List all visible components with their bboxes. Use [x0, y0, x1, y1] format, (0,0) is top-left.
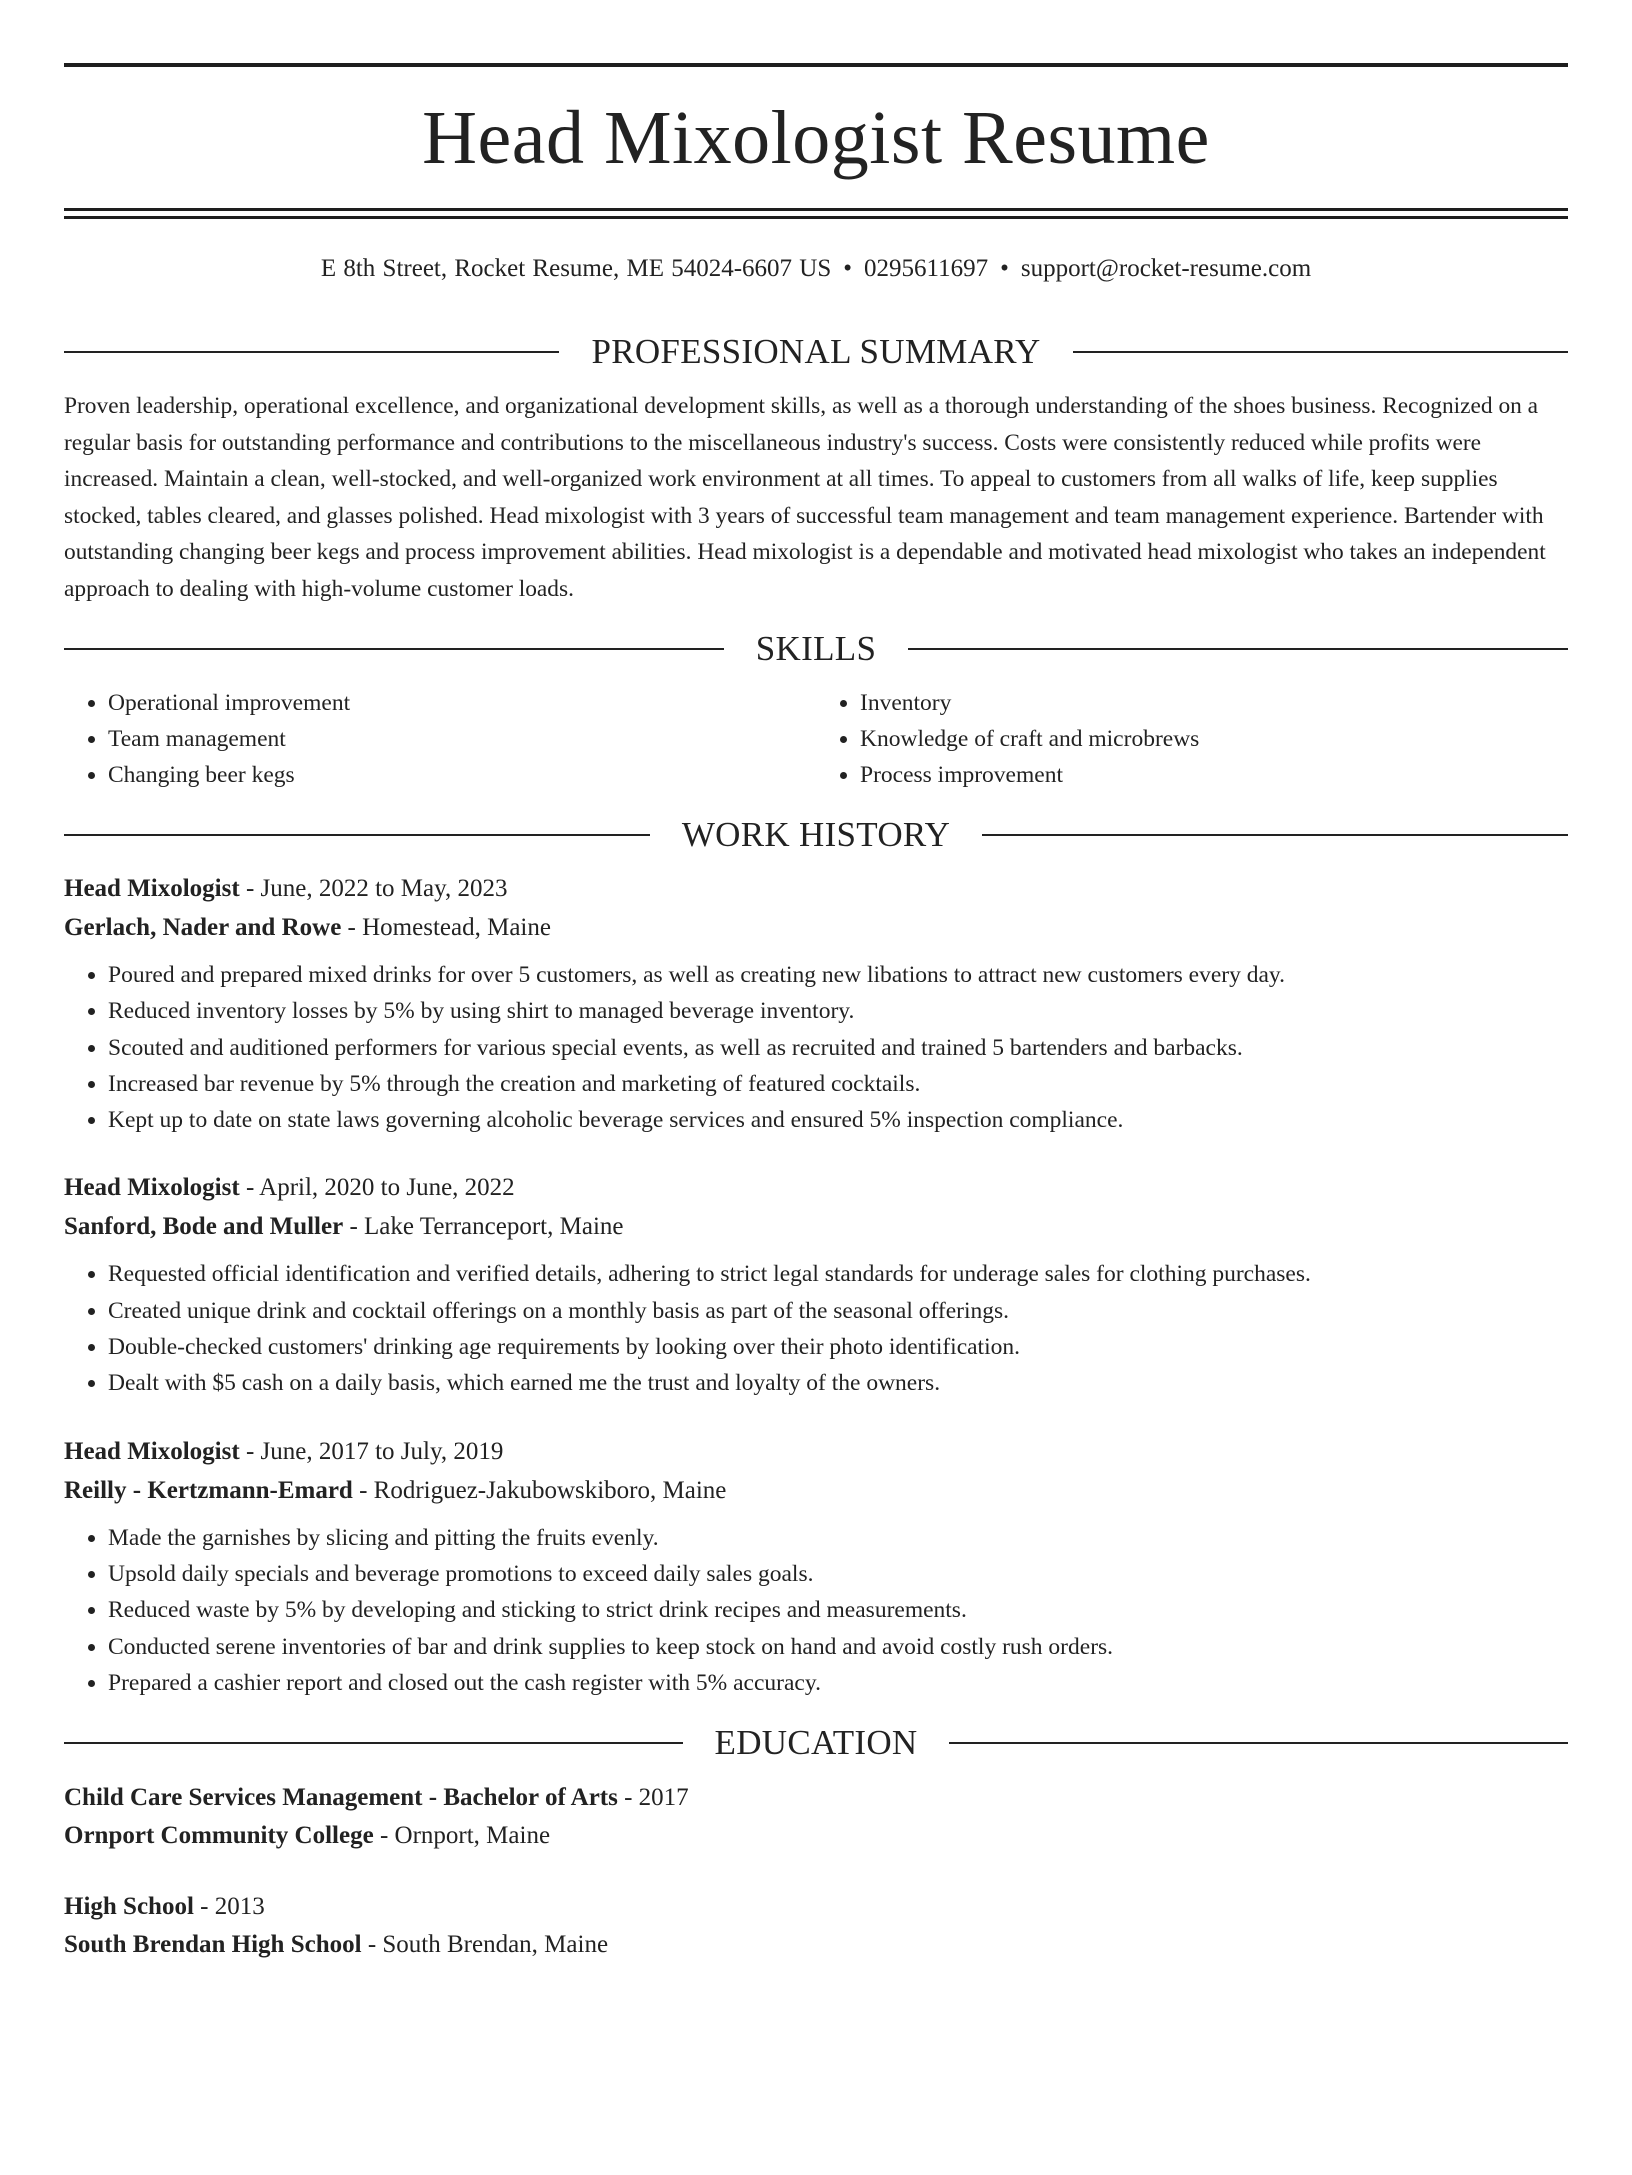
education-degree-line: [64, 1779, 1568, 1817]
job-bullet: • Made the garnishes by slicing and pitting the fruits evenly.: [108, 1520, 1568, 1556]
education-year: - 2017: [617, 1784, 689, 1812]
education-location: - South Brendan, Maine: [361, 1931, 609, 1959]
job-title-line: [64, 1432, 1568, 1471]
job-entry: [64, 1168, 1568, 1401]
section-divider: [908, 648, 1568, 650]
section-divider: [64, 1742, 683, 1744]
education-entry: [64, 1888, 1568, 1964]
section-header-summary: [64, 332, 1568, 372]
skills-column-right: [816, 685, 1568, 793]
contact-separator: •: [1000, 255, 1009, 282]
skills-column-left: [64, 685, 816, 793]
education-degree: High School: [64, 1893, 194, 1921]
job-company: Gerlach, Nader and Rowe: [64, 914, 342, 941]
job-company: Reilly - Kertzmann-Emard: [64, 1476, 353, 1504]
section-header-skills: [64, 629, 1568, 669]
title-double-rule: [64, 208, 1568, 219]
contact-phone: 0295611697: [864, 255, 989, 282]
job-location: - Rodriguez-Jakubowskiboro, Maine: [352, 1476, 727, 1504]
skill-item: • Changing beer kegs: [108, 757, 816, 793]
education-degree: Child Care Services Management - Bachelor of Arts: [64, 1784, 618, 1812]
job-company-line: [64, 908, 1568, 947]
section-title-work: WORK HISTORY: [681, 815, 951, 854]
job-title-line: [64, 869, 1568, 908]
job-location: - Homestead, Maine: [341, 914, 551, 941]
job-bullet: • Poured and prepared mixed drinks for over 5 customers, as well as creating new libations to attract new customers every day.: [108, 957, 1568, 993]
job-title: Head Mixologist: [64, 875, 240, 902]
job-title: Head Mixologist: [64, 1437, 240, 1465]
job-bullet: • Created unique drink and cocktail offerings on a monthly basis as part of the seasonal offerings.: [108, 1293, 1568, 1329]
job-entry: [64, 869, 1568, 1138]
job-location: - Lake Terranceport, Maine: [343, 1213, 624, 1241]
section-title-skills: SKILLS: [755, 629, 877, 668]
resume-page: [0, 63, 1632, 2175]
job-title-line: [64, 1168, 1568, 1207]
job-bullets: [64, 1520, 1568, 1701]
contact-email: support@rocket-resume.com: [1020, 255, 1312, 282]
contact-separator: •: [843, 255, 853, 282]
skill-item: • Inventory: [860, 685, 1568, 721]
education-year: - 2013: [193, 1893, 265, 1921]
contact-line: [64, 253, 1568, 285]
job-dates: - June, 2017 to July, 2019: [239, 1437, 504, 1465]
top-rule: [64, 63, 1568, 67]
section-header-work: [64, 815, 1568, 855]
section-divider: [949, 1742, 1568, 1744]
job-bullets: [64, 1256, 1568, 1401]
job-company: Sanford, Bode and Muller: [64, 1213, 344, 1241]
contact-address: E 8th Street, Rocket Resume, ME 54024-6607 US: [320, 255, 832, 282]
education-degree-line: [64, 1888, 1568, 1926]
skill-item: • Operational improvement: [108, 685, 816, 721]
job-bullet: • Scouted and auditioned performers for various special events, as well as recruited and trained 5 bartenders and barbacks.: [108, 1030, 1568, 1066]
job-bullet: • Conducted serene inventories of bar and drink supplies to keep stock on hand and avoid costly rush orders.: [108, 1629, 1568, 1665]
education-location: - Ornport, Maine: [373, 1822, 551, 1850]
job-title: Head Mixologist: [64, 1174, 240, 1202]
skill-item: • Process improvement: [860, 757, 1568, 793]
summary-paragraph: Proven leadership, operational excellence, and organizational development skills, as well as a thorough understanding of the shoes business. Recognized on a regular basis for outstanding performance and contributions to the miscellaneous industry's success. Costs were consistently reduced while profits were increased. Maintain a clean, well-stocked, and well-organized work environment at all times. To appeal to customers from all walks of life, keep supplies stocked, tables cleared, and glasses polished. Head mixologist with 3 years of successful team management and team management experience. Bartender with outstanding changing beer kegs and process improvement abilities. Head mixologist is a dependable and motivated head mixologist who takes an independent approach to dealing with high-volume customer loads.: [64, 393, 1546, 602]
resume-title: Head Mixologist Resume: [422, 96, 1210, 180]
job-company-line: [64, 1471, 1568, 1510]
job-bullet: • Reduced waste by 5% by developing and sticking to strict drink recipes and measurements.: [108, 1592, 1568, 1628]
education-school-line: [64, 1817, 1568, 1855]
job-bullet: • Prepared a cashier report and closed out the cash register with 5% accuracy.: [108, 1665, 1568, 1701]
skill-item: • Knowledge of craft and microbrews: [860, 721, 1568, 757]
job-bullet: • Double-checked customers' drinking age requirements by looking over their photo identification.: [108, 1329, 1568, 1365]
section-header-education: [64, 1723, 1568, 1763]
job-bullet: • Requested official identification and verified details, adhering to strict legal standards for underage sales for clothing purchases.: [108, 1256, 1568, 1292]
job-bullet: • Kept up to date on state laws governing alcoholic beverage services and ensured 5% inspection compliance.: [108, 1102, 1568, 1138]
skill-item: • Team management: [108, 721, 816, 757]
job-dates: - June, 2022 to May, 2023: [239, 875, 508, 902]
section-divider: [982, 834, 1568, 836]
section-divider: [64, 351, 559, 353]
job-dates: - April, 2020 to June, 2022: [239, 1174, 515, 1202]
job-bullet: • Reduced inventory losses by 5% by using shirt to managed beverage inventory.: [108, 993, 1568, 1029]
education-school: Ornport Community College: [64, 1822, 374, 1850]
section-divider: [64, 834, 650, 836]
job-bullets: [64, 957, 1568, 1138]
job-bullet: • Dealt with $5 cash on a daily basis, which earned me the trust and loyalty of the owners.: [108, 1365, 1568, 1401]
job-bullet: • Upsold daily specials and beverage promotions to exceed daily sales goals.: [108, 1556, 1568, 1592]
section-title-education: EDUCATION: [714, 1723, 918, 1763]
section-divider: [1073, 351, 1568, 353]
job-bullet: • Increased bar revenue by 5% through the creation and marketing of featured cocktails.: [108, 1066, 1568, 1102]
section-title-summary: PROFESSIONAL SUMMARY: [591, 332, 1041, 371]
skills-list: [64, 685, 1568, 793]
job-company-line: [64, 1207, 1568, 1246]
education-entry: [64, 1779, 1568, 1855]
education-school: South Brendan High School: [64, 1931, 362, 1959]
section-divider: [64, 648, 724, 650]
education-school-line: [64, 1926, 1568, 1964]
job-entry: [64, 1432, 1568, 1701]
